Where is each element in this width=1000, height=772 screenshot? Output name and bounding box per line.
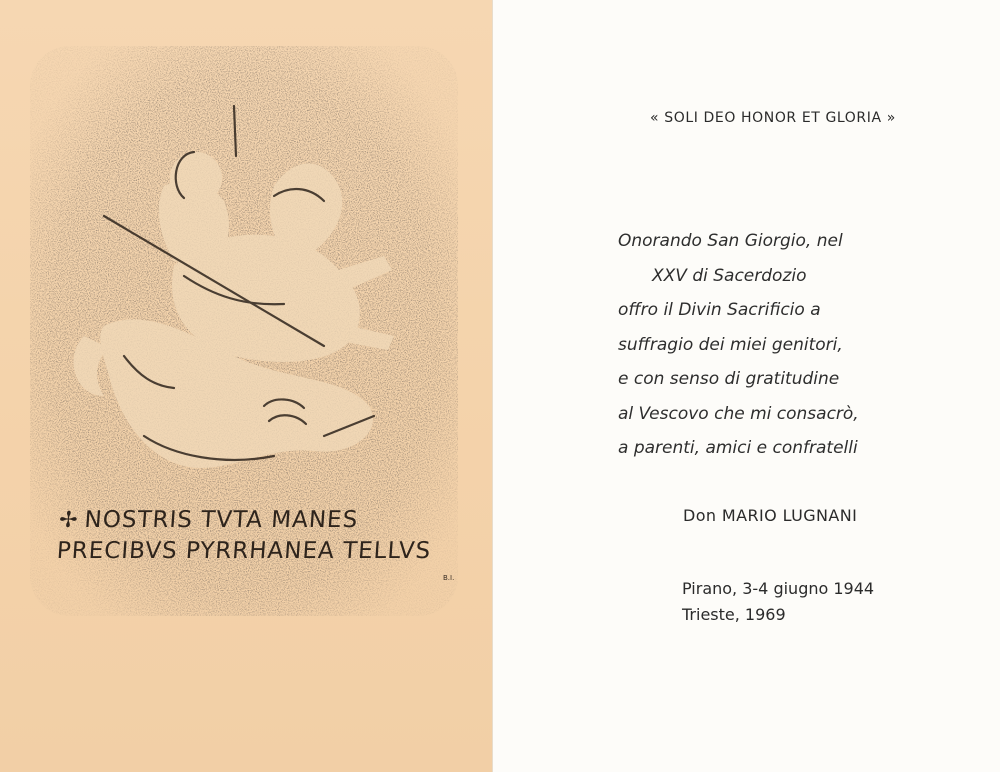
cross-icon: ✢ xyxy=(58,508,80,533)
inscription-line-2: PRECIBVS PYRRHANEA TELLVS xyxy=(56,538,432,564)
latin-inscription xyxy=(56,505,440,566)
place-line-1: Pirano, 3-4 giugno 1944 xyxy=(682,579,875,598)
artist-mark: B.I. xyxy=(443,574,455,582)
dedication-line: Onorando San Giorgio, nel xyxy=(618,231,843,251)
signature: Don MARIO LUGNANI xyxy=(683,506,858,525)
dedication-line: al Vescovo che mi consacrò, xyxy=(618,403,859,424)
dedication-line: a parenti, amici e confratelli xyxy=(618,438,858,458)
motto: « SOLI DEO HONOR ET GLORIA » xyxy=(650,110,896,126)
dedication-line: suffragio dei miei genitori, xyxy=(618,334,843,355)
places-and-dates xyxy=(682,576,874,628)
dedication-line: XXV di Sacerdozio xyxy=(652,265,807,286)
dedication-text xyxy=(610,224,900,466)
holy-card-front xyxy=(0,0,492,772)
place-line-2: Trieste, 1969 xyxy=(682,605,786,624)
dedication-line: e con senso di gratitudine xyxy=(618,369,840,389)
inscription-line-1: ✢ NOSTRIS TVTA MANES xyxy=(58,507,360,533)
dedication-line: offro il Divin Sacrificio a xyxy=(618,300,821,320)
